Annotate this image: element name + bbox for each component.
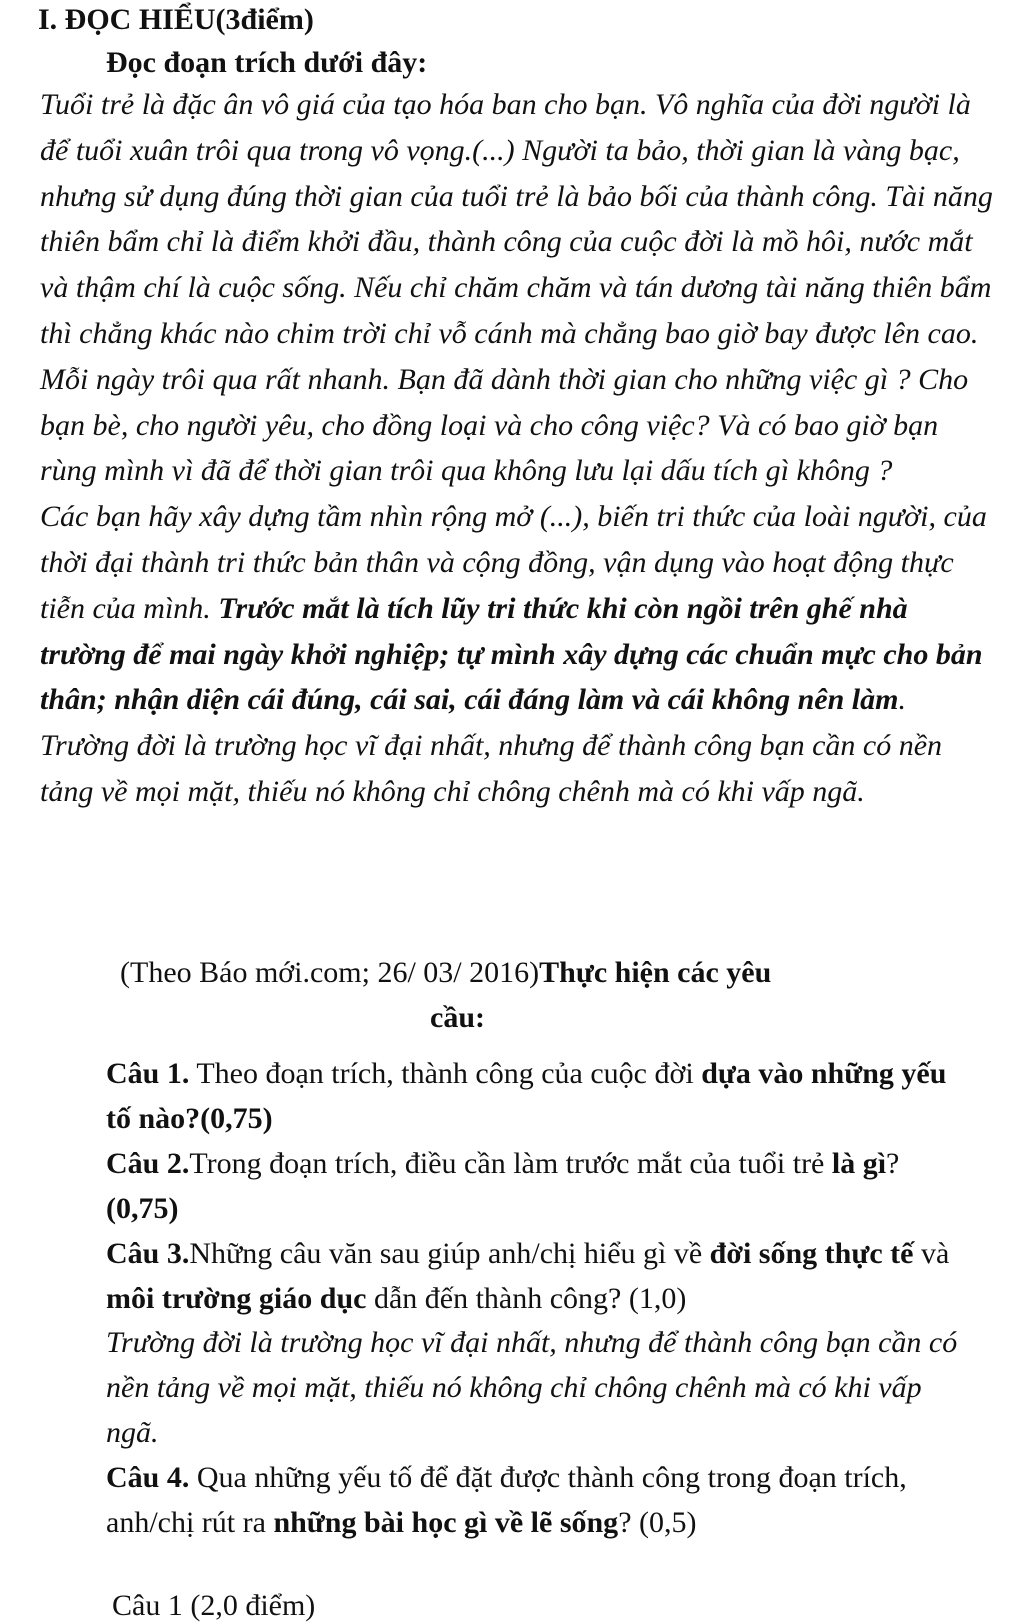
question-1 <box>106 1057 946 1135</box>
question-3-bold-1: đời sống thực tế <box>709 1236 914 1270</box>
question-4-label: Câu 4. <box>106 1461 190 1495</box>
question-2-text2: ? <box>886 1146 900 1180</box>
task-instruction: Thực hiện các yêu <box>539 956 772 989</box>
question-1-label: Câu 1. <box>106 1057 190 1090</box>
question-4-text2: ? (0,5) <box>618 1506 697 1540</box>
question-2-label: Câu 2. <box>106 1146 190 1180</box>
passage-paragraph-2-end: . Trường đời là trường học vĩ đại nhất, nhưng để thành công bạn cần có nền tảng về mọi mặt, thiếu nó không chỉ chông chênh mà có khi vấp ngã. <box>40 683 943 808</box>
question-4-bold: những bài học gì về lẽ sống <box>273 1506 619 1540</box>
question-2-bold: là gì <box>831 1146 887 1180</box>
source-line <box>120 950 880 995</box>
section-instruction: Đọc đoạn trích dưới đây: <box>106 46 428 79</box>
passage-paragraph-2-start: Các bạn hãy xây dựng tầm nhìn rộng mở (...), biến tri thức của loài người, của thời đại thành tri thức bản thân và cộng đồng, vận dụng vào hoạt động thực tiễn của mình. <box>40 500 987 625</box>
source-citation: (Theo Báo mới.com; 26/ 03/ 2016) <box>120 956 540 989</box>
question-1-bold: dựa vào những yếu tố nào?(0,75) <box>106 1057 947 1135</box>
question-3 <box>106 1237 949 1315</box>
question-3-text2: và <box>913 1236 950 1270</box>
question-3-text3: dẫn đến thành công? (1,0) <box>366 1281 687 1315</box>
passage-paragraph-2-bold: Trước mắt là tích lũy tri thức khi còn ngồi trên ghế nhà trường để mai ngày khởi nghiệp; tự mình xây dựng các chuẩn mực cho bản thân; nhận diện cái đúng, cái sai, cái đáng làm và cái không nên làm <box>40 591 983 717</box>
question-3-text: Những câu văn sau giúp anh/chị hiểu gì về <box>189 1236 710 1270</box>
question-4 <box>106 1461 907 1539</box>
task-instruction-cont: cầu: <box>430 1001 485 1034</box>
question-3-label: Câu 3. <box>106 1236 190 1270</box>
question-3-bold-2: môi trường giáo dục <box>106 1281 367 1315</box>
cutoff-next-line: Câu 1 (2,0 điểm) <box>112 1589 316 1622</box>
question-list <box>106 1052 966 1546</box>
passage-paragraph-1: Tuổi trẻ là đặc ân vô giá của tạo hóa ban cho bạn. Vô nghĩa của đời người là để tuổi xuân trôi qua trong vô vọng.(...) Người ta bảo, thời gian là vàng bạc, nhưng sử dụng đúng thời gian của tuổi trẻ là bảo bối của thành công. Tài năng thiên bẩm chỉ là điểm khởi đầu, thành công của cuộc đời là mồ hôi, nước mắt và thậm chí là cuộc sống. Nếu chỉ chăm chăm và tán dương tài năng thiên bẩm thì chẳng khác nào chim trời chỉ vỗ cánh mà chẳng bao giờ bay được lên cao. Mỗi ngày trôi qua rất nhanh. Bạn đã dành thời gian cho những việc gì ? Cho bạn bè, cho người yêu, cho đồng loại và cho công việc? Và có bao giờ bạn rùng mình vì đã để thời gian trôi qua không lưu lại dấu tích gì không ? <box>40 88 993 488</box>
passage <box>40 82 1000 815</box>
question-3-quote: Trường đời là trường học vĩ đại nhất, nhưng để thành công bạn cần có nền tảng về mọi mặt, thiếu nó không chỉ chông chênh mà có khi vấp ngã. <box>106 1326 958 1450</box>
question-2-score: (0,75) <box>106 1191 179 1225</box>
section-heading: I. ĐỌC HIỂU(3điểm) <box>38 3 314 36</box>
question-2-text: Trong đoạn trích, điều cần làm trước mắt của tuổi trẻ <box>189 1146 832 1180</box>
question-1-text: Theo đoạn trích, thành công của cuộc đời <box>189 1057 702 1090</box>
question-2 <box>106 1147 899 1225</box>
question-4-text: Qua những yếu tố để đặt được thành công trong đoạn trích, anh/chị rút ra <box>106 1461 907 1540</box>
